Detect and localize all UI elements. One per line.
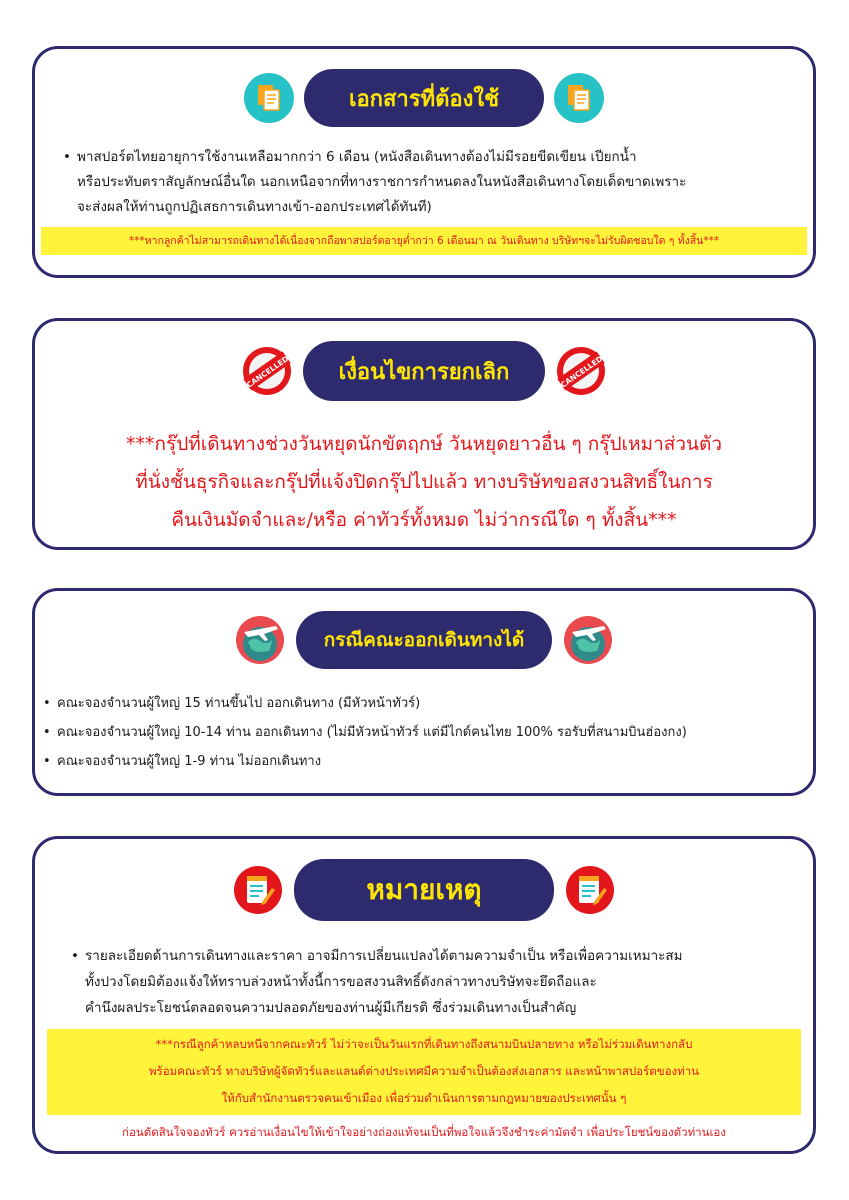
cancellation-line: ***กรุ๊ปที่เดินทางช่วงวันหยุดนักขัตฤกษ์ วันหยุดยาวอื่น ๆ กรุ๊ปเหมาส่วนตัว xyxy=(125,433,723,455)
notes-warning-line: ให้กับสำนักงานตรวจคนเข้าเมือง เพื่อร่วมดำเนินการตามกฎหมายของประเทศนั้น ๆ xyxy=(221,1091,627,1105)
document-icon xyxy=(554,73,604,123)
notes-warning-line: ***กรณีลูกค้าหลบหนีจากคณะทัวร์ ไม่ว่าจะเป็นวันแรกที่เดินทางถึงสนามบินปลายทาง หรือไม่ร่วมเดินทางกลับ xyxy=(155,1037,693,1051)
departure-title: กรณีคณะออกเดินทางได้ xyxy=(296,611,552,669)
documents-card xyxy=(32,46,816,278)
list-item: • พาสปอร์ตไทยอายุการใช้งานเหลือมากกว่า 6 เดือน (หนังสือเดินทางต้องไม่มีรอยขีดเขียน เปียกน้ำ xyxy=(63,145,793,170)
notes-warning xyxy=(47,1029,801,1115)
notepad-pencil-icon xyxy=(232,864,284,916)
list-item-continuation: จะส่งผลให้ท่านถูกปฏิเสธการเดินทางเข้า-ออกประเทศได้ทันที) xyxy=(77,199,432,215)
notes-header xyxy=(35,859,813,921)
notepad-pencil-icon xyxy=(564,864,616,916)
cancelled-stamp-icon xyxy=(241,345,293,397)
cancellation-title: เงื่อนไขการยกเลิก xyxy=(303,341,545,401)
cancellation-header xyxy=(35,341,813,401)
documents-title: เอกสารที่ต้องใช้ xyxy=(304,69,544,127)
stamp-text: CANCELLED xyxy=(558,354,605,390)
notes-footer: ก่อนตัดสินใจจองทัวร์ ควรอ่านเงื่อนไขให้เข้าใจอย่างถ่องแท้จนเป็นที่พอใจแล้วจึงชำระค่ามัดจำ เพื่อประโยชน์ของตัวท่านเอง xyxy=(122,1125,726,1139)
list-item: • รายละเอียดด้านการเดินทางและราคา อาจมีการเปลี่ยนแปลงได้ตามความจำเป็น หรือเพื่อความเหมาะสม xyxy=(71,943,799,969)
cancellation-card xyxy=(32,318,816,550)
stamp-text: CANCELLED xyxy=(244,354,291,390)
cancellation-line: ที่นั่งชั้นธุรกิจและกรุ๊ปที่แจ้งปิดกรุ๊ปไปแล้ว ทางบริษัทขอสงวนสิทธิ์ในการ xyxy=(135,471,713,493)
document-icon xyxy=(244,73,294,123)
cancellation-body xyxy=(35,425,813,539)
list-item: • คณะจองจำนวนผู้ใหญ่ 1-9 ท่าน ไม่ออกเดินทาง xyxy=(43,747,807,776)
cancellation-line: คืนเงินมัดจำและ/หรือ ค่าทัวร์ทั้งหมด ไม่ว่ากรณีใด ๆ ทั้งสิ้น*** xyxy=(171,509,677,531)
list-item: • คณะจองจำนวนผู้ใหญ่ 10-14 ท่าน ออกเดินทาง (ไม่มีหัวหน้าทัวร์ แต่มีไกด์คนไทย 100% รอรับที่สนามบินฮ่องกง) xyxy=(43,718,807,747)
list-item: • คณะจองจำนวนผู้ใหญ่ 15 ท่านขึ้นไป ออกเดินทาง (มีหัวหน้าทัวร์) xyxy=(43,689,807,718)
cancelled-stamp-icon xyxy=(555,345,607,397)
notes-title: หมายเหตุ xyxy=(294,859,554,921)
departure-list xyxy=(43,689,807,776)
list-item-continuation: ทั้งปวงโดยมิต้องแจ้งให้ทราบล่วงหน้าทั้งนี้การขอสงวนสิทธิ์ดังกล่าวทางบริษัทจะยึดถือและ xyxy=(85,974,597,990)
documents-warning: ***หากลูกค้าไม่สามารถเดินทางได้เนื่องจากถือพาสปอร์ตอายุต่ำกว่า 6 เดือนมา ณ วันเดินทาง บริษัทฯจะไม่รับผิดชอบใด ๆ ทั้งสิ้น*** xyxy=(41,227,807,255)
globe-airplane-icon xyxy=(562,614,614,666)
notes-warning-line: พร้อมคณะทัวร์ ทางบริษัทผู้จัดทัวร์และแลนด์ต่างประเทศมีความจำเป็นต้องส่งเอกสาร และหน้าพาสปอร์ตของท่าน xyxy=(148,1064,700,1078)
notes-card xyxy=(32,836,816,1154)
globe-airplane-icon xyxy=(234,614,286,666)
list-item-continuation: คำนึงผลประโยชน์ตลอดจนความปลอดภัยของท่านผู้มีเกียรติ ซึ่งร่วมเดินทางเป็นสำคัญ xyxy=(85,1000,577,1016)
notes-body xyxy=(71,943,799,1021)
documents-body xyxy=(63,145,793,220)
documents-header xyxy=(35,69,813,127)
list-item-continuation: หรือประทับตราสัญลักษณ์อื่นใด นอกเหนือจากที่ทางราชการกำหนดลงในหนังสือเดินทางโดยเด็ดขาดเพราะ xyxy=(77,174,687,190)
departure-card xyxy=(32,588,816,796)
departure-header xyxy=(35,611,813,669)
